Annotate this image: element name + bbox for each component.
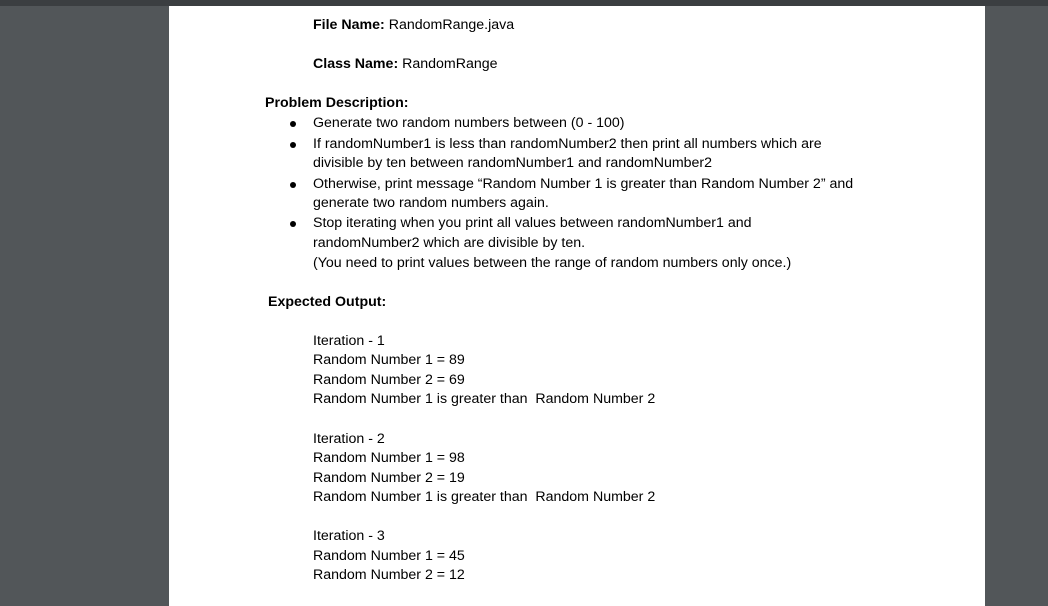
- bullet-icon: [290, 221, 296, 227]
- file-name-line: [313, 16, 514, 36]
- iteration-3-random-number-1: Random Number 1 = 45: [313, 548, 465, 564]
- iteration-1-random-number-2: Random Number 2 = 69: [313, 372, 465, 388]
- iteration-3-title: Iteration - 3: [313, 528, 385, 544]
- class-name-label: Class Name:: [313, 56, 399, 72]
- iteration-1-message: Random Number 1 is greater than Random Number 2: [313, 391, 656, 407]
- bullet-4-line-3: (You need to print values between the range of random numbers only once.): [313, 255, 792, 271]
- expected-output-heading: Expected Output:: [268, 294, 387, 310]
- bullet-2-line-2: divisible by ten between randomNumber1 and randomNumber2: [313, 155, 713, 171]
- file-name-value: RandomRange.java: [388, 17, 515, 33]
- iteration-3-random-number-2: Random Number 2 = 12: [313, 567, 465, 583]
- iteration-1-title: Iteration - 1: [313, 333, 385, 349]
- iteration-2-title: Iteration - 2: [313, 431, 385, 447]
- iteration-2-message: Random Number 1 is greater than Random Number 2: [313, 489, 656, 505]
- bullet-1-line-1: Generate two random numbers between (0 - 100): [313, 115, 625, 131]
- bullet-3-line-1: Otherwise, print message “Random Number 1 is greater than Random Number 2” and: [313, 176, 854, 192]
- bullet-2-line-1: If randomNumber1 is less than randomNumber2 then print all numbers which are: [313, 136, 822, 152]
- bullet-icon: [290, 142, 296, 148]
- bullet-4-line-2: randomNumber2 which are divisible by ten.: [313, 235, 586, 251]
- bullet-icon: [290, 182, 296, 188]
- class-name-value: RandomRange: [402, 56, 498, 72]
- problem-description-heading: Problem Description:: [265, 95, 409, 111]
- iteration-2-random-number-1: Random Number 1 = 98: [313, 450, 465, 466]
- document-page: [169, 6, 985, 606]
- file-name-label: File Name:: [313, 17, 385, 33]
- bullet-3-line-2: generate two random numbers again.: [313, 195, 549, 211]
- iteration-2-random-number-2: Random Number 2 = 19: [313, 470, 465, 486]
- class-name-line: [313, 55, 498, 75]
- iteration-1-random-number-1: Random Number 1 = 89: [313, 352, 465, 368]
- bullet-4-line-1: Stop iterating when you print all values between randomNumber1 and: [313, 215, 752, 231]
- bullet-icon: [290, 121, 296, 127]
